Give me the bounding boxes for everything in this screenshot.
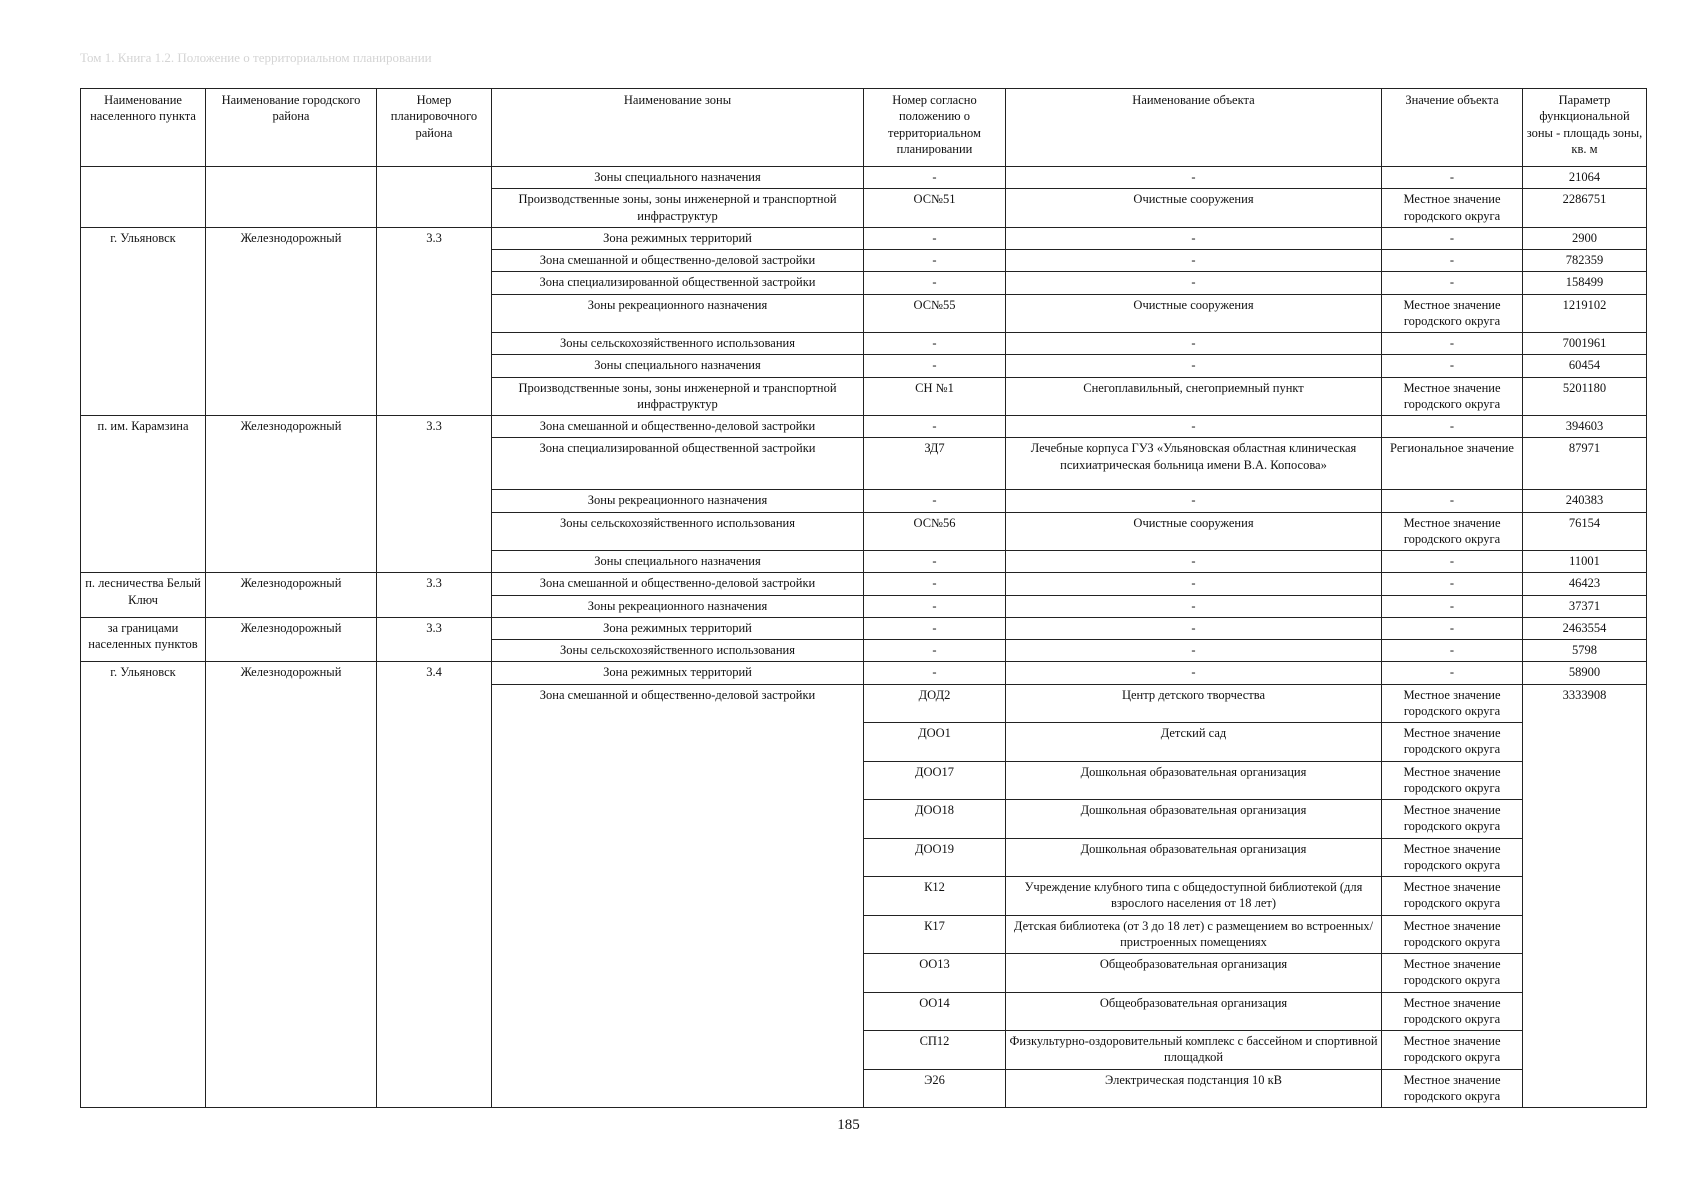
object-significance-cell: Местное значение городского округа [1382, 954, 1523, 993]
object-significance-cell: Местное значение городского округа [1382, 915, 1523, 954]
zone-cell: Зоны специального назначения [492, 355, 864, 377]
column-header: Параметр функциональной зоны - площадь зоны, кв. м [1523, 89, 1647, 167]
table-row [81, 227, 1647, 249]
zone-area-cell: 60454 [1523, 355, 1647, 377]
zone-cell: Зоны сельскохозяйственного использования [492, 333, 864, 355]
object-name-cell: Дошкольная образовательная организация [1006, 838, 1382, 877]
object-number-cell: - [864, 333, 1006, 355]
object-significance-cell: Местное значение городского округа [1382, 761, 1523, 800]
object-number-cell: - [864, 640, 1006, 662]
object-number-cell: ОС№55 [864, 294, 1006, 333]
zone-area-cell: 58900 [1523, 662, 1647, 684]
object-number-cell: ОО14 [864, 992, 1006, 1031]
column-header: Номер согласно положению о территориальном планировании [864, 89, 1006, 167]
object-significance-cell: Местное значение городского округа [1382, 1069, 1523, 1108]
zone-cell: Производственные зоны, зоны инженерной и транспортной инфраструктур [492, 189, 864, 228]
plan-number-cell [377, 167, 492, 228]
zone-cell: Зона специализированной общественной застройки [492, 272, 864, 294]
column-header: Наименование населенного пункта [81, 89, 206, 167]
object-significance-cell: Местное значение городского округа [1382, 1031, 1523, 1070]
functional-zones-table [80, 88, 1647, 1108]
zone-cell: Зона смешанной и общественно-деловой застройки [492, 684, 864, 1108]
object-number-cell: ДОО19 [864, 838, 1006, 877]
object-name-cell: Детская библиотека (от 3 до 18 лет) с размещением во встроенных/пристроенных помещениях [1006, 915, 1382, 954]
object-significance-cell: - [1382, 490, 1523, 512]
zone-area-cell: 3333908 [1523, 684, 1647, 1108]
object-number-cell: ЗД7 [864, 438, 1006, 490]
plan-number-cell: 3.3 [377, 227, 492, 415]
settlement-cell: п. лесничества Белый Ключ [81, 573, 206, 618]
column-header: Наименование объекта [1006, 89, 1382, 167]
object-significance-cell: - [1382, 617, 1523, 639]
table-row [81, 416, 1647, 438]
object-name-cell: Центр детского творчества [1006, 684, 1382, 723]
object-significance-cell: Местное значение городского округа [1382, 877, 1523, 916]
object-name-cell: Общеобразовательная организация [1006, 992, 1382, 1031]
object-number-cell: - [864, 595, 1006, 617]
zone-area-cell: 5201180 [1523, 377, 1647, 416]
zone-cell: Зона режимных территорий [492, 227, 864, 249]
object-name-cell: - [1006, 662, 1382, 684]
object-number-cell: ДОО18 [864, 800, 1006, 839]
table-row [81, 662, 1647, 684]
table-row [81, 167, 1647, 189]
zone-area-cell: 5798 [1523, 640, 1647, 662]
zone-area-cell: 37371 [1523, 595, 1647, 617]
object-name-cell: - [1006, 333, 1382, 355]
object-name-cell: - [1006, 640, 1382, 662]
object-name-cell: Общеобразовательная организация [1006, 954, 1382, 993]
district-cell: Железнодорожный [206, 227, 377, 415]
object-significance-cell: Местное значение городского округа [1382, 838, 1523, 877]
zone-cell: Зона режимных территорий [492, 617, 864, 639]
zone-area-cell: 2463554 [1523, 617, 1647, 639]
object-significance-cell: Региональное значение [1382, 438, 1523, 490]
object-number-cell: СН №1 [864, 377, 1006, 416]
object-name-cell: Лечебные корпуса ГУЗ «Ульяновская областная клиническая психиатрическая больница имени В.А. Копосова» [1006, 438, 1382, 490]
district-cell: Железнодорожный [206, 617, 377, 662]
zone-cell: Зона смешанной и общественно-деловой застройки [492, 416, 864, 438]
object-significance-cell: - [1382, 595, 1523, 617]
column-header: Номер планировочного района [377, 89, 492, 167]
object-number-cell: ДОД2 [864, 684, 1006, 723]
plan-number-cell: 3.4 [377, 662, 492, 1108]
zone-cell: Производственные зоны, зоны инженерной и транспортной инфраструктур [492, 377, 864, 416]
object-number-cell: - [864, 551, 1006, 573]
settlement-cell: п. им. Карамзина [81, 416, 206, 573]
running-header: Том 1. Книга 1.2. Положение о территориальном планировании [80, 50, 432, 65]
object-significance-cell: - [1382, 227, 1523, 249]
object-number-cell: - [864, 617, 1006, 639]
object-number-cell: - [864, 490, 1006, 512]
object-significance-cell: Местное значение городского округа [1382, 294, 1523, 333]
zone-cell: Зона режимных территорий [492, 662, 864, 684]
zone-cell: Зоны специального назначения [492, 167, 864, 189]
object-number-cell: ДОО1 [864, 723, 1006, 762]
plan-number-cell: 3.3 [377, 617, 492, 662]
object-number-cell: СП12 [864, 1031, 1006, 1070]
object-name-cell: Очистные сооружения [1006, 189, 1382, 228]
object-significance-cell: - [1382, 250, 1523, 272]
object-name-cell: - [1006, 355, 1382, 377]
object-name-cell: Учреждение клубного типа с общедоступной библиотекой (для взрослого населения от 18 лет) [1006, 877, 1382, 916]
object-number-cell: К17 [864, 915, 1006, 954]
settlement-cell: за границами населенных пунктов [81, 617, 206, 662]
plan-number-cell: 3.3 [377, 573, 492, 618]
zone-cell: Зона специализированной общественной застройки [492, 438, 864, 490]
district-cell: Железнодорожный [206, 416, 377, 573]
zone-area-cell: 2286751 [1523, 189, 1647, 228]
zone-area-cell: 87971 [1523, 438, 1647, 490]
zone-cell: Зоны рекреационного назначения [492, 294, 864, 333]
object-significance-cell: Местное значение городского округа [1382, 800, 1523, 839]
object-name-cell: Очистные сооружения [1006, 512, 1382, 551]
object-name-cell: Детский сад [1006, 723, 1382, 762]
page-number: 185 [837, 1117, 860, 1133]
object-name-cell: - [1006, 551, 1382, 573]
object-significance-cell: - [1382, 416, 1523, 438]
object-name-cell: - [1006, 250, 1382, 272]
zone-cell: Зона смешанной и общественно-деловой застройки [492, 250, 864, 272]
table-row [81, 573, 1647, 595]
object-number-cell: ДОО17 [864, 761, 1006, 800]
object-significance-cell: Местное значение городского округа [1382, 189, 1523, 228]
object-number-cell: - [864, 167, 1006, 189]
object-number-cell: - [864, 573, 1006, 595]
settlement-cell: г. Ульяновск [81, 227, 206, 415]
settlement-cell [81, 167, 206, 228]
zone-area-cell: 240383 [1523, 490, 1647, 512]
object-significance-cell: - [1382, 573, 1523, 595]
district-cell: Железнодорожный [206, 662, 377, 1108]
table-row [81, 617, 1647, 639]
object-name-cell: - [1006, 617, 1382, 639]
zone-area-cell: 21064 [1523, 167, 1647, 189]
column-header: Наименование зоны [492, 89, 864, 167]
object-significance-cell: - [1382, 272, 1523, 294]
table-body [81, 167, 1647, 1108]
object-number-cell: ОО13 [864, 954, 1006, 993]
zone-area-cell: 7001961 [1523, 333, 1647, 355]
zone-cell: Зоны специального назначения [492, 551, 864, 573]
object-significance-cell: - [1382, 355, 1523, 377]
zone-cell: Зоны рекреационного назначения [492, 595, 864, 617]
zone-cell: Зоны рекреационного назначения [492, 490, 864, 512]
object-name-cell: Дошкольная образовательная организация [1006, 761, 1382, 800]
object-number-cell: К12 [864, 877, 1006, 916]
object-name-cell: Дошкольная образовательная организация [1006, 800, 1382, 839]
zone-area-cell: 1219102 [1523, 294, 1647, 333]
zone-cell: Зоны сельскохозяйственного использования [492, 512, 864, 551]
object-name-cell: - [1006, 573, 1382, 595]
object-number-cell: - [864, 272, 1006, 294]
settlement-cell: г. Ульяновск [81, 662, 206, 1108]
object-number-cell: ОС№51 [864, 189, 1006, 228]
object-significance-cell: Местное значение городского округа [1382, 512, 1523, 551]
zone-area-cell: 2900 [1523, 227, 1647, 249]
object-number-cell: - [864, 355, 1006, 377]
plan-number-cell: 3.3 [377, 416, 492, 573]
object-name-cell: Электрическая подстанция 10 кВ [1006, 1069, 1382, 1108]
column-header: Значение объекта [1382, 89, 1523, 167]
object-name-cell: Снегоплавильный, снегоприемный пункт [1006, 377, 1382, 416]
object-significance-cell: Местное значение городского округа [1382, 684, 1523, 723]
zone-area-cell: 11001 [1523, 551, 1647, 573]
object-name-cell: - [1006, 416, 1382, 438]
object-name-cell: - [1006, 167, 1382, 189]
object-significance-cell: - [1382, 167, 1523, 189]
zone-cell: Зона смешанной и общественно-деловой застройки [492, 573, 864, 595]
object-number-cell: - [864, 662, 1006, 684]
object-significance-cell: - [1382, 551, 1523, 573]
object-name-cell: Очистные сооружения [1006, 294, 1382, 333]
object-significance-cell: Местное значение городского округа [1382, 723, 1523, 762]
object-significance-cell: Местное значение городского округа [1382, 377, 1523, 416]
object-number-cell: ОС№56 [864, 512, 1006, 551]
object-number-cell: - [864, 416, 1006, 438]
object-significance-cell: - [1382, 333, 1523, 355]
object-significance-cell: - [1382, 640, 1523, 662]
zone-area-cell: 782359 [1523, 250, 1647, 272]
object-number-cell: Э26 [864, 1069, 1006, 1108]
object-name-cell: - [1006, 490, 1382, 512]
object-name-cell: - [1006, 227, 1382, 249]
district-cell [206, 167, 377, 228]
district-cell: Железнодорожный [206, 573, 377, 618]
table-header-row [81, 89, 1647, 167]
zone-area-cell: 158499 [1523, 272, 1647, 294]
object-name-cell: Физкультурно-оздоровительный комплекс с бассейном и спортивной площадкой [1006, 1031, 1382, 1070]
object-name-cell: - [1006, 272, 1382, 294]
object-name-cell: - [1006, 595, 1382, 617]
object-significance-cell: - [1382, 662, 1523, 684]
zone-cell: Зоны сельскохозяйственного использования [492, 640, 864, 662]
zone-area-cell: 394603 [1523, 416, 1647, 438]
column-header: Наименование городского района [206, 89, 377, 167]
zone-area-cell: 76154 [1523, 512, 1647, 551]
object-significance-cell: Местное значение городского округа [1382, 992, 1523, 1031]
object-number-cell: - [864, 250, 1006, 272]
zone-area-cell: 46423 [1523, 573, 1647, 595]
object-number-cell: - [864, 227, 1006, 249]
